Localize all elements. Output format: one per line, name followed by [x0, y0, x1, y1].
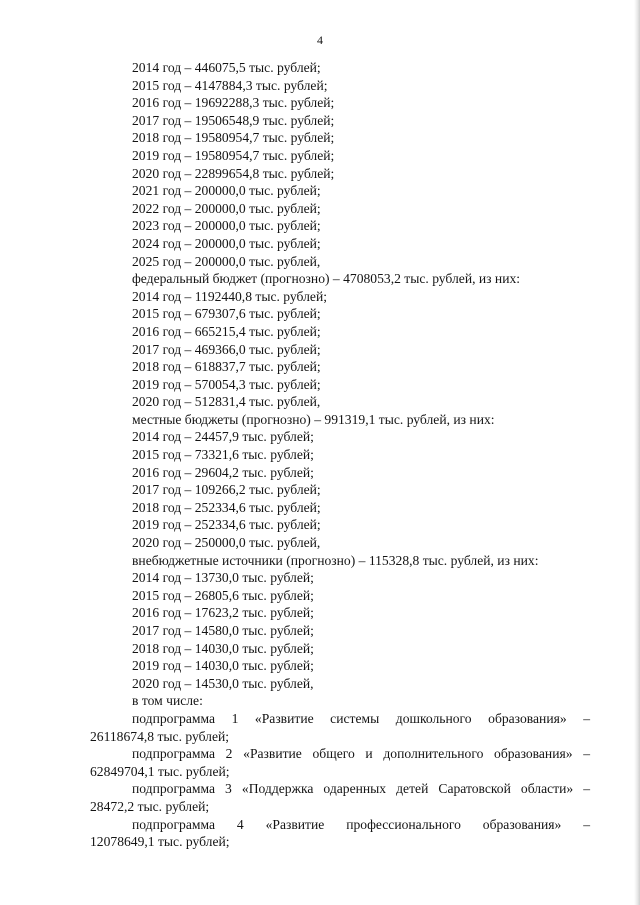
subprogram-item: [0, 710, 640, 745]
budget-year-line: 2021 год – 200000,0 тыс. рублей;: [132, 183, 321, 199]
budget-year-line: 2014 год – 446075,5 тыс. рублей;: [132, 60, 321, 75]
budget-year-line: 2015 год – 26805,6 тыс. рублей;: [132, 587, 314, 603]
budget-year-line: 2017 год – 109266,2 тыс. рублей;: [132, 482, 321, 498]
subprogram-amount-line: 62849704,1 тыс. рублей;: [90, 763, 230, 779]
budget-year-line: 2016 год – 19692288,3 тыс. рублей;: [132, 95, 335, 111]
budget-year-line: 2019 год – 19580954,7 тыс. рублей;: [132, 147, 335, 163]
scan-edge-shadow: [634, 0, 640, 905]
subprogram-title-line: подпрограмма 2 «Развитие общего и дополнительного образования» –: [132, 746, 590, 762]
document-body: [0, 59, 640, 851]
budget-year-line: 2016 год – 29604,2 тыс. рублей;: [132, 464, 314, 480]
subprogram-title-line: подпрограмма 3 «Поддержка одаренных детей Саратовской области» –: [132, 781, 590, 797]
extrabudgetary-heading: внебюджетные источники (прогнозно) – 115328,8 тыс. рублей, из них:: [132, 552, 539, 568]
budget-year-line: 2015 год – 4147884,3 тыс. рублей;: [132, 77, 328, 93]
local-budgets-heading: местные бюджеты (прогнозно) – 991319,1 тыс. рублей, из них:: [132, 411, 495, 427]
federal-budget-section: [0, 270, 640, 411]
subprogram-item: [0, 816, 640, 851]
budget-year-line: 2017 год – 469366,0 тыс. рублей;: [132, 341, 321, 357]
budget-year-line: 2020 год – 14530,0 тыс. рублей,: [132, 675, 314, 691]
subprogram-item: [0, 745, 640, 780]
budget-year-line: 2016 год – 665215,4 тыс. рублей;: [132, 323, 321, 339]
budget-year-line: 2018 год – 19580954,7 тыс. рублей;: [132, 130, 335, 146]
subprograms-list: [0, 710, 640, 851]
federal-budget-heading: федеральный бюджет (прогнозно) – 4708053,2 тыс. рублей, из них:: [132, 271, 521, 287]
budget-year-line: 2015 год – 679307,6 тыс. рублей;: [132, 306, 321, 322]
local-budgets-section: [0, 411, 640, 552]
subprogram-title-line: подпрограмма 4 «Развитие профессионального образования» –: [132, 816, 590, 832]
budget-year-line: 2022 год – 200000,0 тыс. рублей;: [132, 200, 321, 216]
budget-year-line: 2019 год – 14030,0 тыс. рублей;: [132, 658, 314, 674]
budget-year-line: 2017 год – 14580,0 тыс. рублей;: [132, 623, 314, 638]
subprogram-amount-line: 26118674,8 тыс. рублей;: [90, 728, 230, 744]
budget-year-line: 2017 год – 19506548,9 тыс. рублей;: [132, 112, 335, 128]
subprogram-item: [0, 780, 640, 815]
budget-year-line: 2020 год – 250000,0 тыс. рублей,: [132, 535, 321, 551]
budget-year-line: 2014 год – 24457,9 тыс. рублей;: [132, 429, 314, 445]
budget-year-line: 2025 год – 200000,0 тыс. рублей,: [132, 253, 321, 269]
budget-year-line: 2023 год – 200000,0 тыс. рублей;: [132, 218, 321, 234]
including-label: в том числе:: [132, 693, 203, 709]
budget-year-line: 2019 год – 252334,6 тыс. рублей;: [132, 517, 321, 533]
budget-year-line: 2018 год – 618837,7 тыс. рублей;: [132, 359, 321, 375]
budget-year-line: 2019 год – 570054,3 тыс. рублей;: [132, 376, 321, 392]
budget-year-line: 2018 год – 14030,0 тыс. рублей;: [132, 640, 314, 656]
budget-year-line: 2016 год – 17623,2 тыс. рублей;: [132, 605, 314, 621]
budget-year-line: 2020 год – 512831,4 тыс. рублей,: [132, 394, 321, 410]
extrabudgetary-section: [0, 552, 640, 693]
budget-year-line: 2014 год – 13730,0 тыс. рублей;: [132, 570, 314, 586]
budget-year-line: 2015 год – 73321,6 тыс. рублей;: [132, 447, 314, 463]
budget-year-line: 2024 год – 200000,0 тыс. рублей;: [132, 235, 321, 251]
subprogram-title-line: подпрограмма 1 «Развитие системы дошкольного образования» –: [132, 710, 590, 726]
budget-year-line: 2018 год – 252334,6 тыс. рублей;: [132, 499, 321, 515]
subprogram-amount-line: 28472,2 тыс. рублей;: [90, 798, 210, 814]
budget-year-line: 2014 год – 1192440,8 тыс. рублей;: [132, 288, 327, 304]
regional-budget-list: [0, 59, 640, 270]
page-number: 4: [317, 33, 323, 47]
subprogram-amount-line: 12078649,1 тыс. рублей;: [90, 834, 230, 850]
budget-year-line: 2020 год – 22899654,8 тыс. рублей;: [132, 165, 335, 181]
